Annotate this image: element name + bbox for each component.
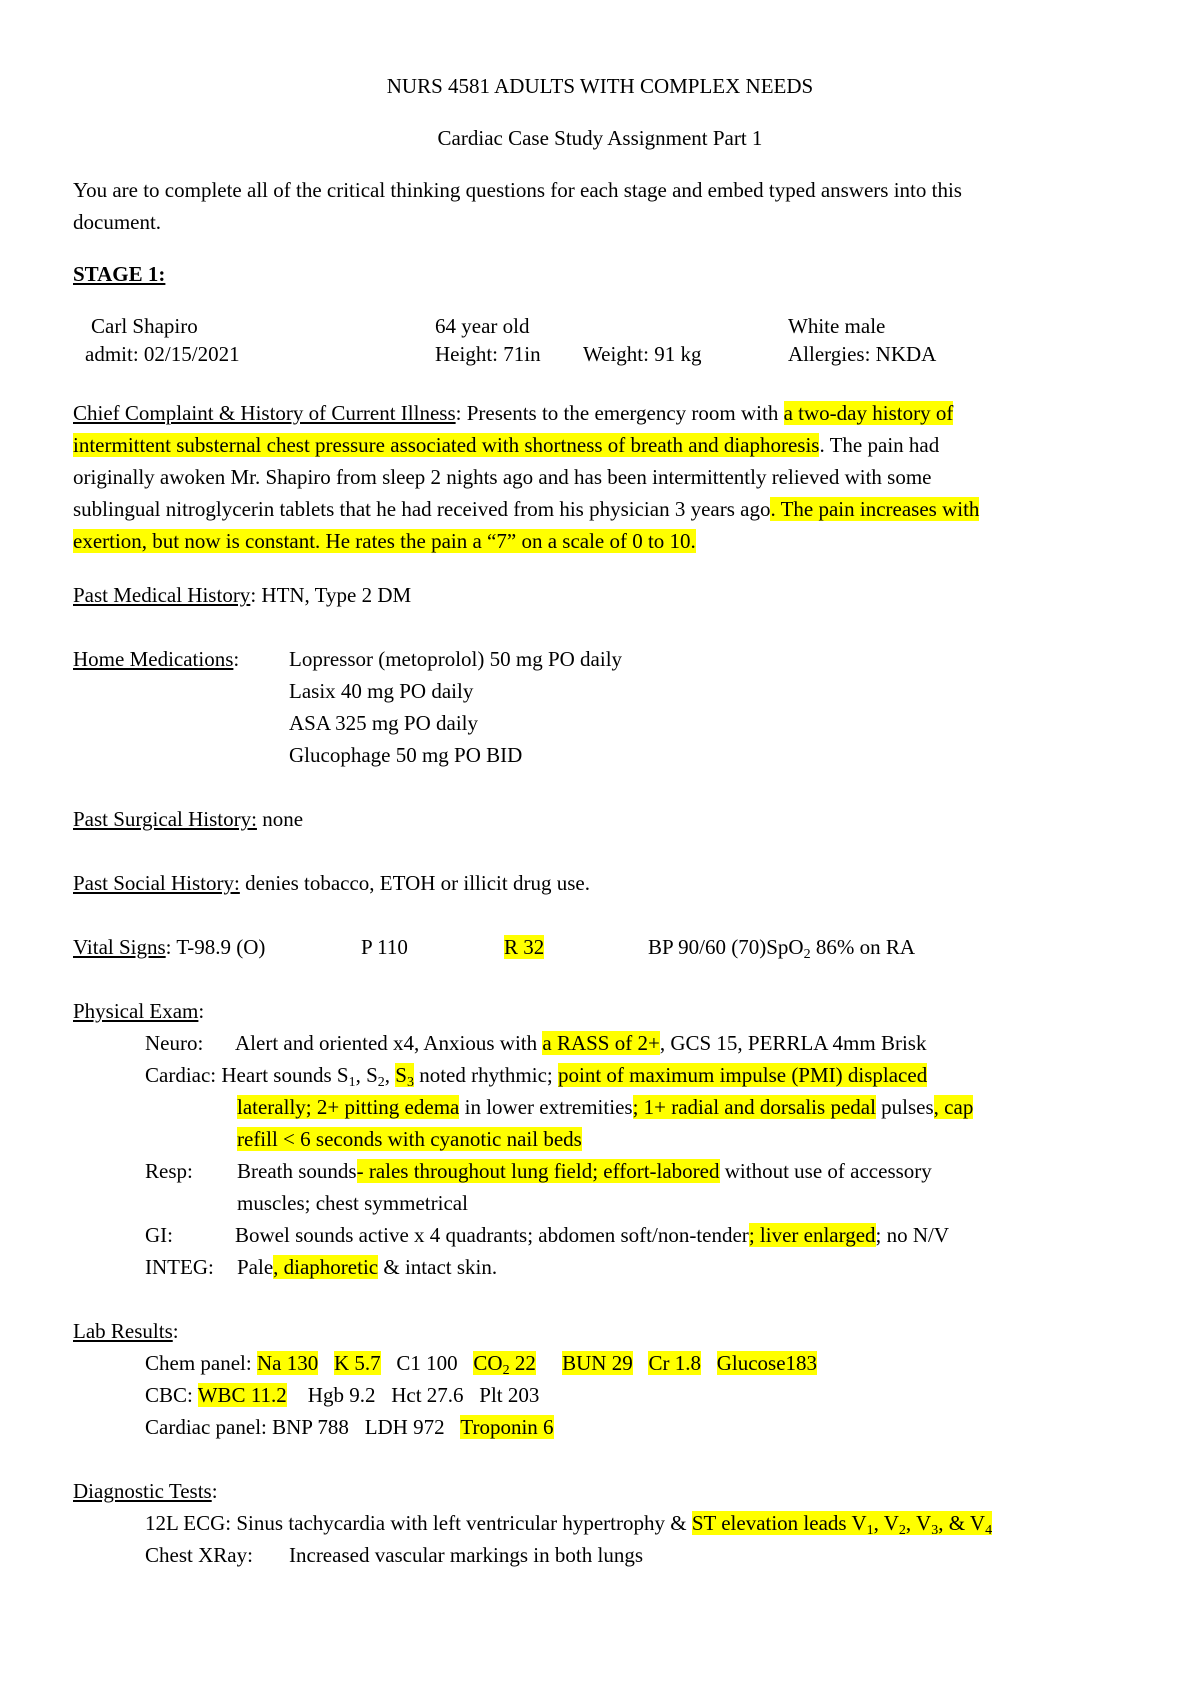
neuro-label: Neuro: <box>145 1031 204 1055</box>
stage-heading: STAGE 1: <box>73 262 166 286</box>
highlight: a RASS of 2+ <box>542 1031 660 1055</box>
cardiac-findings-line-1: Cardiac: Heart sounds $S_1$, $S_2$, $S_3$ noted rhythmic; point of maximum impulse (PMI) displaced <box>145 1063 928 1090</box>
past-medical-history: Past Medical History: HTN, Type 2 DM <box>73 583 412 607</box>
physical-exam-label: Physical Exam: <box>73 999 205 1023</box>
gi-findings: Bowel sounds active x 4 quadrants; abdomen soft/non-tender; liver enlarged; no N/V <box>235 1223 950 1247</box>
highlight: Cr 1.8 <box>648 1351 701 1375</box>
vital-signs-bp-spo2: BP 90/60 (70)SpO$_2$ 86% on RA <box>648 935 915 962</box>
assignment-title: Cardiac Case Study Assignment Part 1 <box>437 126 763 150</box>
patient-weight: Weight: 91 kg <box>583 342 702 366</box>
highlight: ; liver enlarged <box>748 1223 876 1247</box>
patient-race-sex: White male <box>788 314 886 338</box>
resp-findings-line-2: muscles; chest symmetrical <box>237 1191 468 1215</box>
cardiac-label: Cardiac: <box>145 1063 217 1087</box>
highlight: ST elevation leads $V_1$, $V_2$, $V_3$, & $V_4$ <box>691 1511 993 1538</box>
patient-name: Carl Shapiro <box>91 314 198 338</box>
medication-item: Lasix 40 mg PO daily <box>289 679 474 703</box>
vital-signs-resp <box>504 931 544 963</box>
highlight: , diaphoretic <box>273 1255 379 1279</box>
vital-signs-pulse: P 110 <box>361 935 408 959</box>
highlight: point of maximum impulse (PMI) displaced <box>558 1063 928 1087</box>
gi-label: GI: <box>145 1223 173 1247</box>
home-medications-label: Home Medications: <box>73 647 240 671</box>
highlight: $CO_2$ 22 <box>473 1351 536 1378</box>
patient-age: 64 year old <box>435 314 530 338</box>
chem-panel: Chem panel: Na 130 K 5.7 C1 100 $CO_2$ 22 BUN 29 Cr 1.8 Glucose183 <box>145 1351 818 1378</box>
highlight: $S_3$ <box>395 1063 414 1090</box>
cardiac-panel: Cardiac panel: BNP 788 LDH 972 Troponin 6 <box>145 1415 554 1439</box>
highlight: refill < 6 seconds with cyanotic nail beds <box>237 1127 582 1151</box>
vital-signs-temp: Vital Signs: T-98.9 (O) <box>73 935 266 959</box>
past-surgical-history: Past Surgical History: none <box>73 807 304 831</box>
resp-label: Resp: <box>145 1159 193 1183</box>
chief-complaint-label: Chief Complaint & History of Current Illness <box>73 401 456 425</box>
highlight: . The pain increases with <box>770 497 980 521</box>
chief-complaint-line-4: sublingual nitroglycerin tablets that he had received from his physician 3 years ago. The pain increases with <box>73 497 980 521</box>
integ-findings: Pale, diaphoretic & intact skin. <box>237 1255 498 1279</box>
highlight: intermittent substernal chest pressure associated with shortness of breath and diaphoresis <box>73 433 820 457</box>
chief-complaint-line-1: Chief Complaint & History of Current Illness: Presents to the emergency room with a two-day history of <box>73 401 954 425</box>
patient-admit: admit: 02/15/2021 <box>85 342 240 366</box>
diagnostic-tests-label: Diagnostic Tests: <box>73 1479 218 1503</box>
highlight: BUN 29 <box>562 1351 633 1375</box>
patient-height: Height: 71in <box>435 342 541 366</box>
medication-item: ASA 325 mg PO daily <box>289 711 479 735</box>
highlight: WBC 11.2 <box>197 1383 287 1407</box>
highlight: laterally; 2+ pitting edema <box>237 1095 460 1119</box>
past-social-history: Past Social History: denies tobacco, ETOH or illicit drug use. <box>73 871 590 895</box>
integ-label: INTEG: <box>145 1255 214 1279</box>
highlight: - rales throughout lung field; effort-labored <box>356 1159 720 1183</box>
neuro-findings: Alert and oriented x4, Anxious with a RASS of 2+, GCS 15, PERRLA 4mm Brisk <box>235 1031 927 1055</box>
highlight: Glucose183 <box>716 1351 818 1375</box>
chief-complaint-line-5 <box>73 525 696 557</box>
instructions-line-2: document. <box>73 210 162 234</box>
ecg-finding: 12L ECG: Sinus tachycardia with left ventricular hypertrophy & ST elevation leads $V_1$, $V_2$, $V_3$, & $V_4$ <box>145 1511 993 1538</box>
cbc-panel: CBC: WBC 11.2 Hgb 9.2 Hct 27.6 Plt 203 <box>145 1383 540 1407</box>
lab-results-label: Lab Results: <box>73 1319 179 1343</box>
medication-item: Glucophage 50 mg PO BID <box>289 743 523 767</box>
chest-xray-label: Chest XRay: <box>145 1543 253 1567</box>
highlight: ; 1+ radial and dorsalis pedal <box>632 1095 876 1119</box>
patient-allergies: Allergies: NKDA <box>788 342 937 366</box>
chief-complaint-line-2: intermittent substernal chest pressure associated with shortness of breath and diaphoresis. The pain had <box>73 433 940 457</box>
cardiac-findings-line-3 <box>237 1123 582 1155</box>
chest-xray-finding: Increased vascular markings in both lungs <box>289 1543 643 1567</box>
chief-complaint-line-3: originally awoken Mr. Shapiro from sleep 2 nights ago and has been intermittently relieved with some <box>73 465 932 489</box>
highlight: exertion, but now is constant. He rates the pain a “7” on a scale of 0 to 10. <box>73 529 696 553</box>
course-title: NURS 4581 ADULTS WITH COMPLEX NEEDS <box>386 74 814 98</box>
cardiac-findings-line-2: laterally; 2+ pitting edema in lower extremities; 1+ radial and dorsalis pedal pulses, cap <box>237 1095 974 1119</box>
highlight: a two-day history of <box>783 401 954 425</box>
highlight: K 5.7 <box>333 1351 381 1375</box>
highlight: R 32 <box>504 935 545 959</box>
highlight: , cap <box>933 1095 974 1119</box>
instructions-line-1: You are to complete all of the critical thinking questions for each stage and embed typed answers into this <box>73 178 962 202</box>
highlight: Troponin 6 <box>460 1415 554 1439</box>
medication-item: Lopressor (metoprolol) 50 mg PO daily <box>289 647 623 671</box>
highlight: Na 130 <box>256 1351 319 1375</box>
resp-findings-line-1: Breath sounds- rales throughout lung field; effort-labored without use of accessory <box>237 1159 932 1183</box>
